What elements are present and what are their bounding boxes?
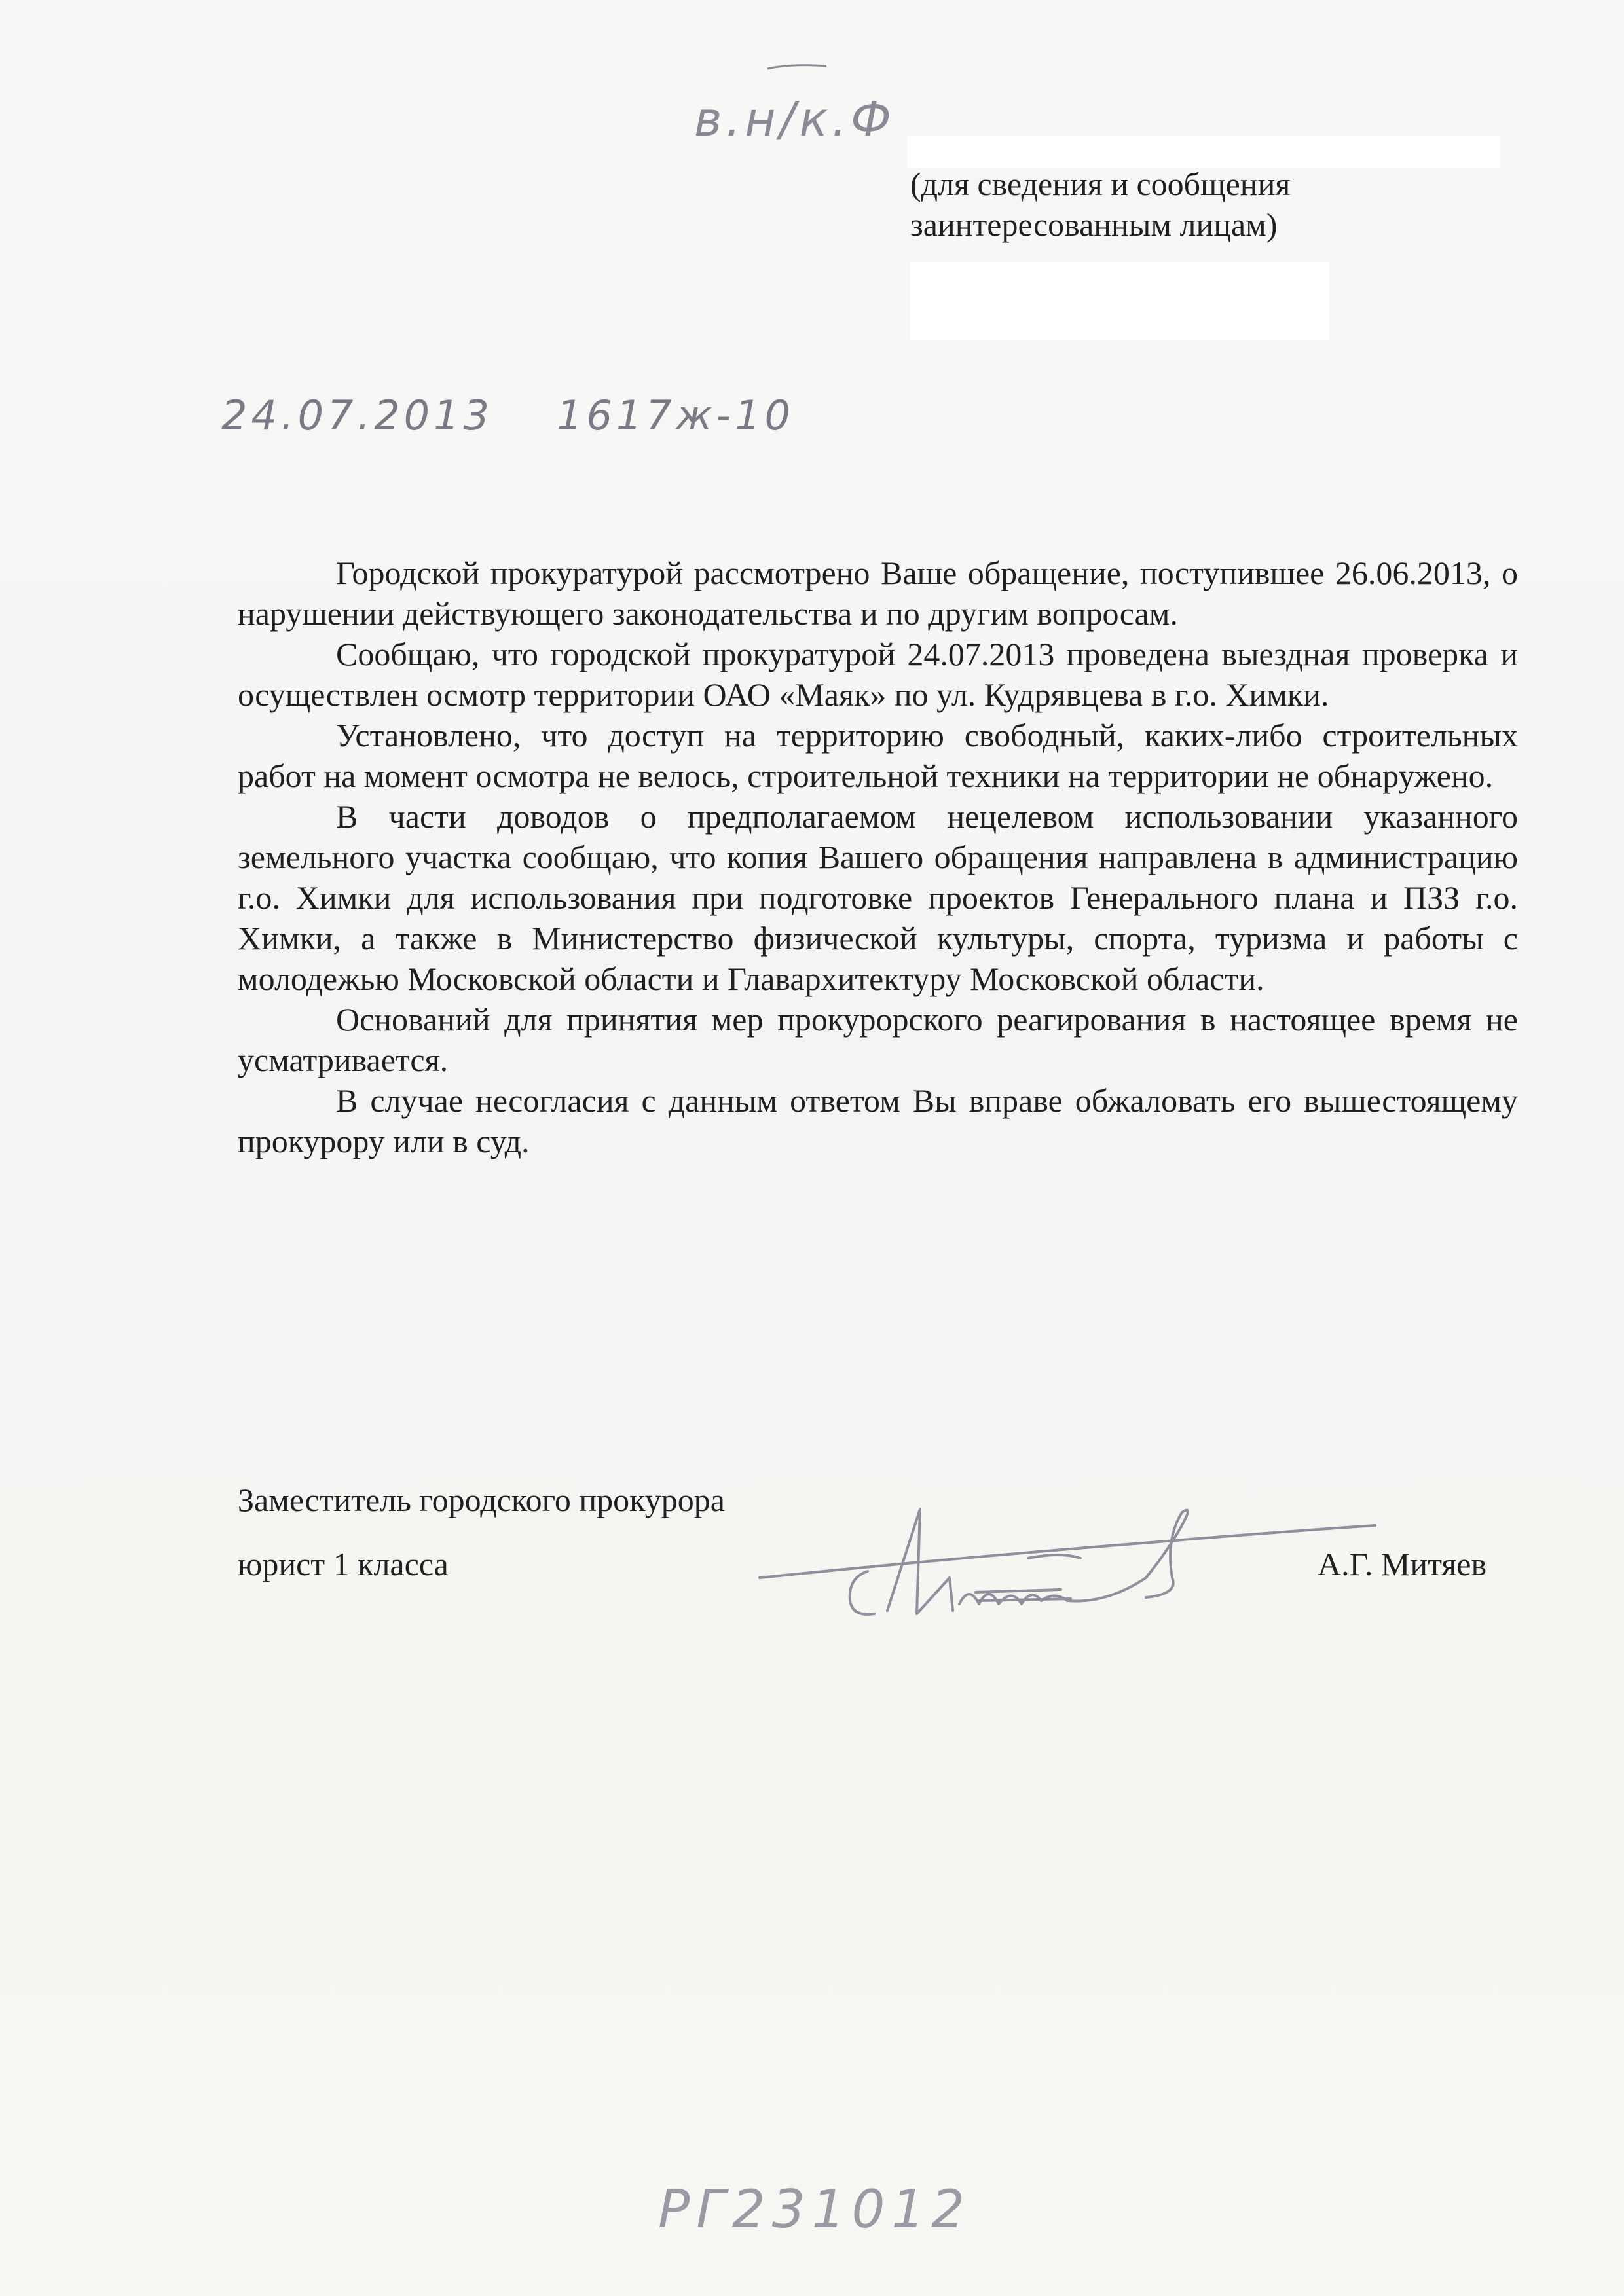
body-paragraph: Оснований для принятия мер прокурорского реагирования в настоящее время не усматривается. <box>238 1001 1518 1078</box>
addressee-note: (для сведения и сообщения заинтересованным лицам) <box>910 166 1291 243</box>
letter-body <box>238 553 1518 1161</box>
handwritten-document-code: РГ231012 <box>658 2179 972 2240</box>
handwritten-resolution-mark: в.н/к.Ф <box>694 92 896 147</box>
body-paragraph: Установлено, что доступ на территорию свободный, каких-либо строительных работ на момент осмотра не велось, строительной техники на территории не обнаружено. <box>238 717 1518 794</box>
handwritten-signature-icon <box>753 1480 1382 1650</box>
pen-stroke-icon <box>766 62 828 73</box>
body-paragraph: В случае несогласия с данным ответом Вы вправе обжаловать его вышестоящему прокурору или в суд. <box>238 1082 1518 1159</box>
body-paragraph: Сообщаю, что городской прокуратурой 24.07.2013 проведена выездная проверка и осуществлен осмотр территории ОАО «Маяк» по ул. Кудрявцева в г.о. Химки. <box>238 636 1518 713</box>
body-paragraph: Городской прокуратурой рассмотрено Ваше обращение, поступившее 26.06.2013, о нарушении действующего законодательства и по другим вопросам. <box>238 555 1518 632</box>
redacted-address-block <box>910 262 1329 340</box>
signatory-name: А.Г. Митяев <box>1318 1546 1487 1582</box>
redacted-addressee-line <box>907 136 1500 168</box>
handwritten-date: 24.07.2013 <box>221 392 493 439</box>
body-paragraph: В части доводов о предполагаемом нецелевом использовании указанного земельного участка сообщаю, что копия Вашего обращения направлена в администрацию г.о. Химки для использования при подготовке проектов Генерального плана и ПЗЗ г.о. Химки, а также в Министерство физической культуры, спорта, туризма и работы с молодежью Московской области и Главархитектуру Московской области. <box>238 798 1518 997</box>
handwritten-registration-number: 1617ж-10 <box>557 392 794 439</box>
signatory-rank: юрист 1 класса <box>238 1546 449 1582</box>
signatory-title: Заместитель городского прокурора <box>238 1482 725 1518</box>
